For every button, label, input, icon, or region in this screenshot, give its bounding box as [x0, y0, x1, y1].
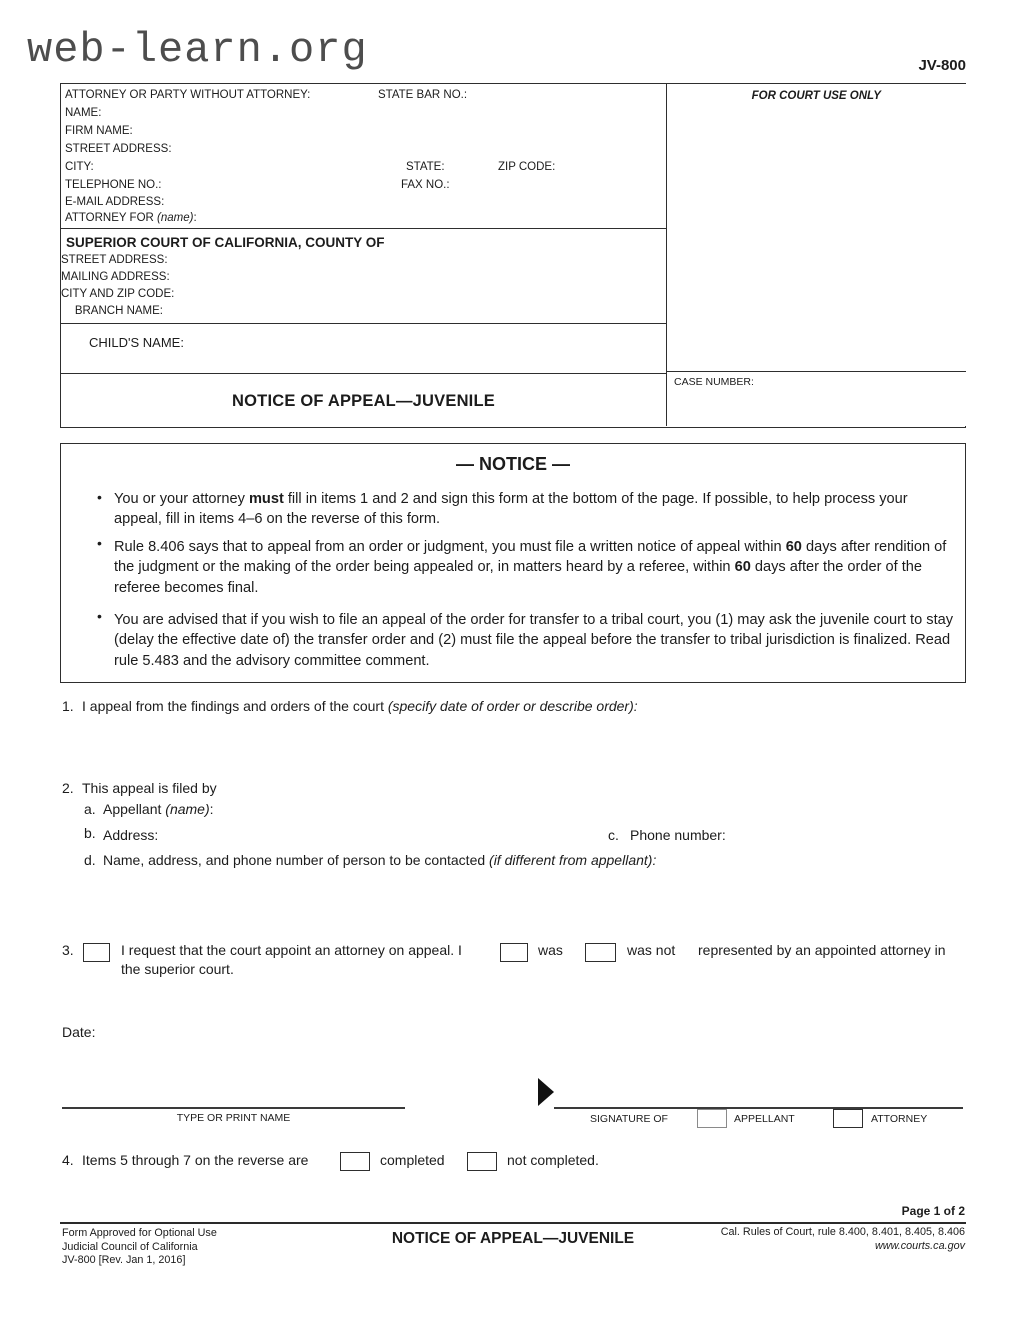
signature-appellant-label: APPELLANT — [734, 1113, 795, 1125]
site-logo: web-learn.org — [27, 26, 368, 74]
notice-box — [60, 443, 966, 683]
signature-appellant-checkbox[interactable] — [697, 1109, 727, 1128]
signature-attorney-label: ATTORNEY — [871, 1113, 928, 1125]
item2c-number: c. — [608, 827, 619, 843]
form-title-box — [61, 374, 667, 426]
footer-website[interactable]: www.courts.ca.gov — [874, 1239, 965, 1252]
item3-line1: I request that the court appoint an attorney on appeal. I — [121, 942, 462, 958]
court-city-zip-label: CITY AND ZIP CODE: — [61, 288, 175, 300]
item3-line1-end: represented by an appointed attorney in — [698, 942, 946, 958]
bullet-icon: • — [97, 489, 102, 505]
fax-field-label: FAX NO.: — [401, 179, 450, 191]
item2c-text: Phone number: — [630, 827, 726, 843]
item4-not-completed-checkbox[interactable] — [467, 1152, 497, 1171]
item4-completed-checkbox[interactable] — [340, 1152, 370, 1171]
case-number-label: CASE NUMBER: — [674, 376, 754, 388]
page-info: Page 1 of 2 — [901, 1204, 965, 1218]
court-use-label: FOR COURT USE ONLY — [751, 90, 881, 102]
item3-was-label: was — [538, 942, 563, 958]
state-bar-label: STATE BAR NO.: — [378, 89, 468, 101]
item4-completed-label: completed — [380, 1152, 445, 1168]
signature-attorney-checkbox[interactable] — [833, 1109, 863, 1128]
item2a-number: a. — [84, 801, 96, 817]
attorney-for-field-label: ATTORNEY FOR (name): — [65, 212, 197, 224]
form-number-label: JV-800 — [918, 57, 966, 74]
footer-approval-line3: JV-800 [Rev. Jan 1, 2016] — [62, 1254, 186, 1266]
item3-request-checkbox[interactable] — [83, 943, 110, 962]
court-mailing-label: MAILING ADDRESS: — [61, 271, 170, 283]
street-address-field-label: STREET ADDRESS: — [65, 143, 172, 155]
item2b-text: Address: — [103, 827, 159, 843]
item2b-number: b. — [84, 825, 96, 841]
case-number-box — [667, 372, 966, 426]
item2-text: This appeal is filed by — [82, 780, 217, 796]
notice-bullet-1: You or your attorney must fill in items 1 and 2 and sign this form at the bottom of the page. If possible, to help process your appeal, fill in items 4–6 on the reverse of this form. — [114, 491, 908, 528]
notice-bullet-2: Rule 8.406 says that to appeal from an order or judgment, you must file a written notice of appeal within 60 days after rendition of the judgment or the making of the order being appealed or, in matters heard by a referee, within 60 days after the order of the referee becomes final. — [114, 539, 947, 596]
email-field-label: E-MAIL ADDRESS: — [65, 196, 165, 208]
form-title: NOTICE OF APPEAL—JUVENILE — [232, 392, 495, 410]
notice-bullet-3: You are advised that if you wish to file an appeal of the order for transfer to a tribal court, you (1) may ask the juvenile court to stay (delay the effective date of) the transfer order and (2) must file the appeal before the transfer to tribal jurisdiction is finalized. Read rule 5.483 and the advisory committee comment. — [114, 612, 954, 669]
item4-not-completed-label: not completed. — [507, 1152, 599, 1168]
child-name-label: CHILD'S NAME: — [89, 335, 184, 350]
footer-divider — [60, 1222, 966, 1224]
item2-number: 2. — [62, 780, 74, 796]
item2d-number: d. — [84, 852, 96, 868]
item4-number: 4. — [62, 1152, 74, 1168]
item1-number: 1. — [62, 698, 74, 714]
item2d-text: Name, address, and phone number of person to be contacted (if different from appellant): — [103, 852, 657, 868]
item3-line2: the superior court. — [121, 961, 234, 977]
court-branch-label: BRANCH NAME: — [74, 305, 163, 317]
bullet-icon: • — [97, 608, 102, 624]
attorney-info-box — [61, 84, 667, 229]
zip-code-field-label: ZIP CODE: — [498, 161, 556, 173]
city-field-label: CITY: — [65, 161, 94, 173]
court-info-box — [61, 229, 667, 324]
court-use-box — [667, 84, 966, 372]
bullet-icon: • — [97, 535, 102, 551]
footer-rules-block — [60, 1226, 965, 1253]
footer-approval-line2: Judicial Council of California — [62, 1240, 198, 1253]
item3-was-not-label: was not — [627, 942, 676, 958]
item2a-text: Appellant (name): — [103, 801, 214, 817]
signature-line[interactable] — [554, 1107, 963, 1109]
item4-text: Items 5 through 7 on the reverse are — [82, 1152, 309, 1168]
telephone-field-label: TELEPHONE NO.: — [65, 179, 162, 191]
superior-court-title: SUPERIOR COURT OF CALIFORNIA, COUNTY OF — [66, 235, 385, 250]
firm-name-field-label: FIRM NAME: — [65, 125, 133, 137]
state-field-label: STATE: — [406, 161, 445, 173]
item3-was-not-checkbox[interactable] — [585, 943, 616, 962]
name-field-label: NAME: — [65, 107, 102, 119]
item3-was-checkbox[interactable] — [500, 943, 528, 962]
footer-rules-line: Cal. Rules of Court, rule 8.400, 8.401, 8.405, 8.406 — [720, 1226, 965, 1238]
footer-form-title: NOTICE OF APPEAL—JUVENILE — [391, 1230, 635, 1247]
item3-number: 3. — [62, 942, 74, 958]
form-header-grid — [60, 83, 966, 428]
signature-of-label: SIGNATURE OF — [590, 1113, 668, 1125]
item1-text: I appeal from the findings and orders of the court (specify date of order or describe order): — [82, 698, 638, 714]
date-label: Date: — [62, 1024, 96, 1040]
child-name-box — [61, 324, 667, 374]
type-print-name-label: TYPE OR PRINT NAME — [176, 1112, 291, 1124]
court-street-label: STREET ADDRESS: — [61, 254, 168, 266]
type-print-name-line[interactable] — [62, 1107, 405, 1109]
attorney-party-label: ATTORNEY OR PARTY WITHOUT ATTORNEY: — [65, 89, 311, 101]
signature-arrow-icon — [538, 1078, 554, 1106]
footer-approval-line1: Form Approved for Optional Use — [62, 1227, 217, 1239]
notice-heading: — NOTICE — — [455, 454, 570, 474]
